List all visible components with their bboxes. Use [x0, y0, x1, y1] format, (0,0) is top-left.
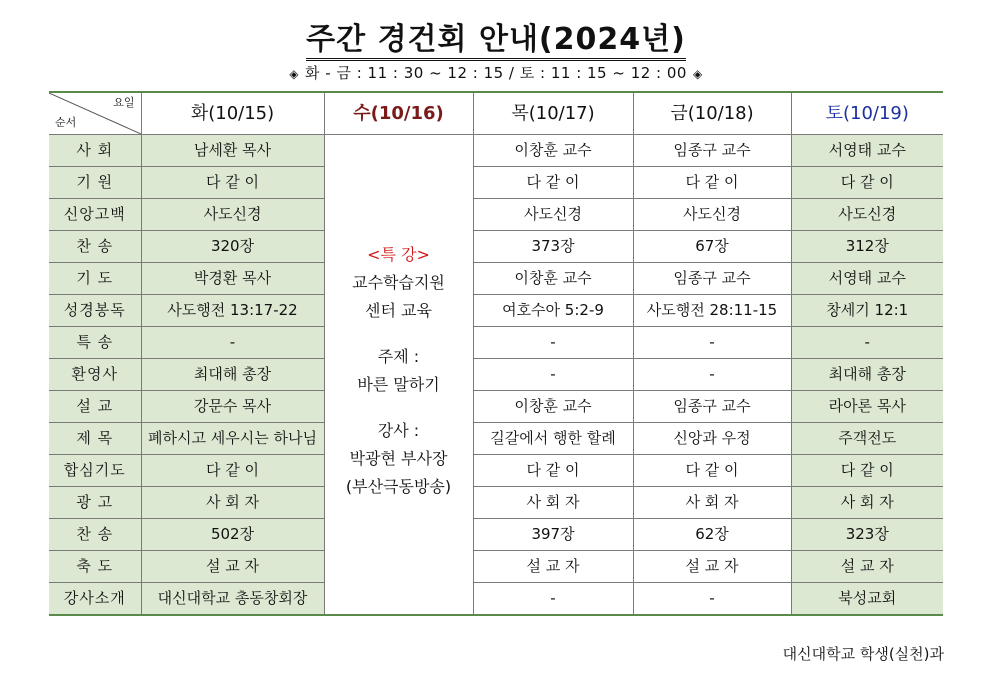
row-label: 합심기도: [49, 455, 141, 487]
issuer-footer: 대신대학교 학생(실천)과: [782, 645, 944, 663]
cell-fri: 62장: [633, 519, 791, 551]
cell-fri: 사도신경: [633, 199, 791, 231]
row-label: 강사소개: [49, 583, 141, 616]
table-row: [49, 455, 943, 487]
special-speaker: 박광현 부사장: [349, 449, 448, 468]
day-header-sat: 토(10/19): [791, 92, 943, 135]
cell-fri: -: [633, 583, 791, 616]
table-row: [49, 487, 943, 519]
cell-fri: 설 교 자: [633, 551, 791, 583]
cell-thu: 다 같 이: [473, 167, 633, 199]
cell-tue: 설 교 자: [141, 551, 324, 583]
special-lecture-cell: [324, 135, 473, 616]
table-row: [49, 263, 943, 295]
cell-sat: 323장: [791, 519, 943, 551]
row-label: 축 도: [49, 551, 141, 583]
header-row: [49, 92, 943, 135]
cell-sat: 서영태 교수: [791, 135, 943, 167]
cell-fri: 사도행전 28:11-15: [633, 295, 791, 327]
schedule-times: [0, 63, 992, 84]
cell-fri: -: [633, 359, 791, 391]
cell-thu: 373장: [473, 231, 633, 263]
table-row: [49, 583, 943, 616]
day-header-tue: 화(10/15): [141, 92, 324, 135]
cell-tue: 사도행전 13:17-22: [141, 295, 324, 327]
cell-thu: 이창훈 교수: [473, 263, 633, 295]
cell-tue: 사도신경: [141, 199, 324, 231]
diamond-icon-left: ◈: [289, 67, 300, 81]
special-lecture-line1: 교수학습지원: [352, 273, 445, 292]
table-row: [49, 391, 943, 423]
cell-tue: 박경환 목사: [141, 263, 324, 295]
cell-thu: 사도신경: [473, 199, 633, 231]
special-topic: 바른 말하기: [357, 375, 440, 394]
schedule-times-text: 화 - 금 : 11 : 30 ~ 12 : 15 / 토 : 11 : 15 ~ 12 : 00: [305, 64, 687, 82]
row-label: 설 교: [49, 391, 141, 423]
corner-order-label: 순서: [55, 116, 77, 129]
cell-fri: 다 같 이: [633, 167, 791, 199]
cell-thu: 여호수아 5:2-9: [473, 295, 633, 327]
row-label: 광 고: [49, 487, 141, 519]
cell-tue: 강문수 목사: [141, 391, 324, 423]
cell-fri: 신앙과 우정: [633, 423, 791, 455]
cell-thu: -: [473, 583, 633, 616]
cell-thu: -: [473, 327, 633, 359]
cell-fri: 67장: [633, 231, 791, 263]
cell-fri: 사 회 자: [633, 487, 791, 519]
cell-thu: 다 같 이: [473, 455, 633, 487]
cell-tue: 사 회 자: [141, 487, 324, 519]
cell-fri: 다 같 이: [633, 455, 791, 487]
row-label: 찬 송: [49, 519, 141, 551]
special-speaker-org: (부산극동방송): [345, 477, 452, 496]
cell-sat: -: [791, 327, 943, 359]
cell-tue: -: [141, 327, 324, 359]
weekly-schedule-table: [49, 91, 943, 616]
row-label: 찬 송: [49, 231, 141, 263]
table-row: [49, 295, 943, 327]
cell-sat: 최대해 총장: [791, 359, 943, 391]
cell-fri: 임종구 교수: [633, 391, 791, 423]
special-lecture-heading: <특 강>: [367, 245, 430, 264]
row-label: 제 목: [49, 423, 141, 455]
cell-thu: 사 회 자: [473, 487, 633, 519]
cell-sat: 주객전도: [791, 423, 943, 455]
cell-sat: 사 회 자: [791, 487, 943, 519]
row-label: 성경봉독: [49, 295, 141, 327]
cell-sat: 설 교 자: [791, 551, 943, 583]
table-row: [49, 135, 943, 167]
row-label: 특 송: [49, 327, 141, 359]
row-label: 신앙고백: [49, 199, 141, 231]
cell-tue: 폐하시고 세우시는 하나님: [141, 423, 324, 455]
cell-sat: 다 같 이: [791, 455, 943, 487]
table-row: [49, 551, 943, 583]
cell-sat: 312장: [791, 231, 943, 263]
cell-fri: 임종구 교수: [633, 263, 791, 295]
cell-thu: 길갈에서 행한 할례: [473, 423, 633, 455]
cell-thu: 이창훈 교수: [473, 135, 633, 167]
cell-tue: 다 같 이: [141, 167, 324, 199]
cell-sat: 창세기 12:1: [791, 295, 943, 327]
cell-tue: 대신대학교 총동창회장: [141, 583, 324, 616]
table-row: [49, 327, 943, 359]
cell-fri: 임종구 교수: [633, 135, 791, 167]
table-row: [49, 167, 943, 199]
cell-tue: 다 같 이: [141, 455, 324, 487]
cell-thu: 397장: [473, 519, 633, 551]
table-row: [49, 519, 943, 551]
page-title: 주간 경건회 안내(2024년): [0, 22, 992, 58]
cell-sat: 라아론 목사: [791, 391, 943, 423]
table-row: [49, 423, 943, 455]
special-lecture-line2: 센터 교육: [365, 301, 432, 320]
cell-sat: 북성교회: [791, 583, 943, 616]
row-label: 기 도: [49, 263, 141, 295]
special-speaker-label: 강사 :: [377, 421, 420, 440]
table-row: [49, 231, 943, 263]
cell-sat: 다 같 이: [791, 167, 943, 199]
day-header-wed: 수(10/16): [324, 92, 473, 135]
corner-header-cell: [49, 92, 141, 135]
corner-day-label: 요일: [113, 96, 135, 109]
cell-tue: 최대해 총장: [141, 359, 324, 391]
cell-thu: 설 교 자: [473, 551, 633, 583]
cell-tue: 502장: [141, 519, 324, 551]
cell-tue: 남세환 목사: [141, 135, 324, 167]
row-label: 환영사: [49, 359, 141, 391]
day-header-fri: 금(10/18): [633, 92, 791, 135]
cell-thu: -: [473, 359, 633, 391]
cell-fri: -: [633, 327, 791, 359]
row-label: 기 원: [49, 167, 141, 199]
cell-tue: 320장: [141, 231, 324, 263]
table-row: [49, 359, 943, 391]
cell-sat: 사도신경: [791, 199, 943, 231]
day-header-thu: 목(10/17): [473, 92, 633, 135]
cell-sat: 서영태 교수: [791, 263, 943, 295]
special-topic-label: 주제 :: [377, 347, 420, 366]
cell-thu: 이창훈 교수: [473, 391, 633, 423]
diamond-icon-right: ◈: [692, 67, 703, 81]
table-row: [49, 199, 943, 231]
row-label: 사 회: [49, 135, 141, 167]
